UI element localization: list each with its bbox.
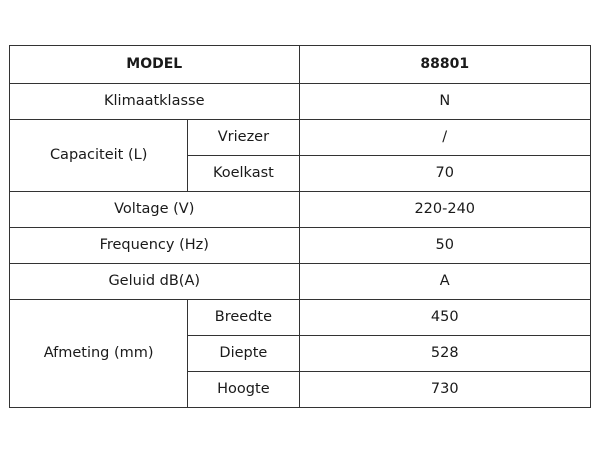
table-header-row bbox=[10, 46, 591, 84]
klimaatklasse-value: N bbox=[299, 84, 591, 120]
table-row bbox=[10, 228, 591, 264]
breedte-value: 450 bbox=[299, 300, 591, 336]
koelkast-value: 70 bbox=[299, 156, 591, 192]
vriezer-label: Vriezer bbox=[188, 120, 299, 156]
table-row bbox=[10, 192, 591, 228]
geluid-value: A bbox=[299, 264, 591, 300]
voltage-value: 220-240 bbox=[299, 192, 591, 228]
breedte-label: Breedte bbox=[188, 300, 299, 336]
capaciteit-label: Capaciteit (L) bbox=[10, 120, 188, 192]
table-row bbox=[10, 264, 591, 300]
diepte-label: Diepte bbox=[188, 336, 299, 372]
table-row bbox=[10, 120, 591, 156]
hoogte-value: 730 bbox=[299, 372, 591, 408]
hoogte-label: Hoogte bbox=[188, 372, 299, 408]
vriezer-value: / bbox=[299, 120, 591, 156]
frequency-value: 50 bbox=[299, 228, 591, 264]
klimaatklasse-label: Klimaatklasse bbox=[10, 84, 300, 120]
table-row bbox=[10, 300, 591, 336]
frequency-label: Frequency (Hz) bbox=[10, 228, 300, 264]
voltage-label: Voltage (V) bbox=[10, 192, 300, 228]
diepte-value: 528 bbox=[299, 336, 591, 372]
spec-table bbox=[9, 45, 591, 408]
model-value: 88801 bbox=[299, 46, 591, 84]
geluid-label: Geluid dB(A) bbox=[10, 264, 300, 300]
afmeting-label: Afmeting (mm) bbox=[10, 300, 188, 408]
table-row bbox=[10, 84, 591, 120]
koelkast-label: Koelkast bbox=[188, 156, 299, 192]
model-label: MODEL bbox=[10, 46, 300, 84]
